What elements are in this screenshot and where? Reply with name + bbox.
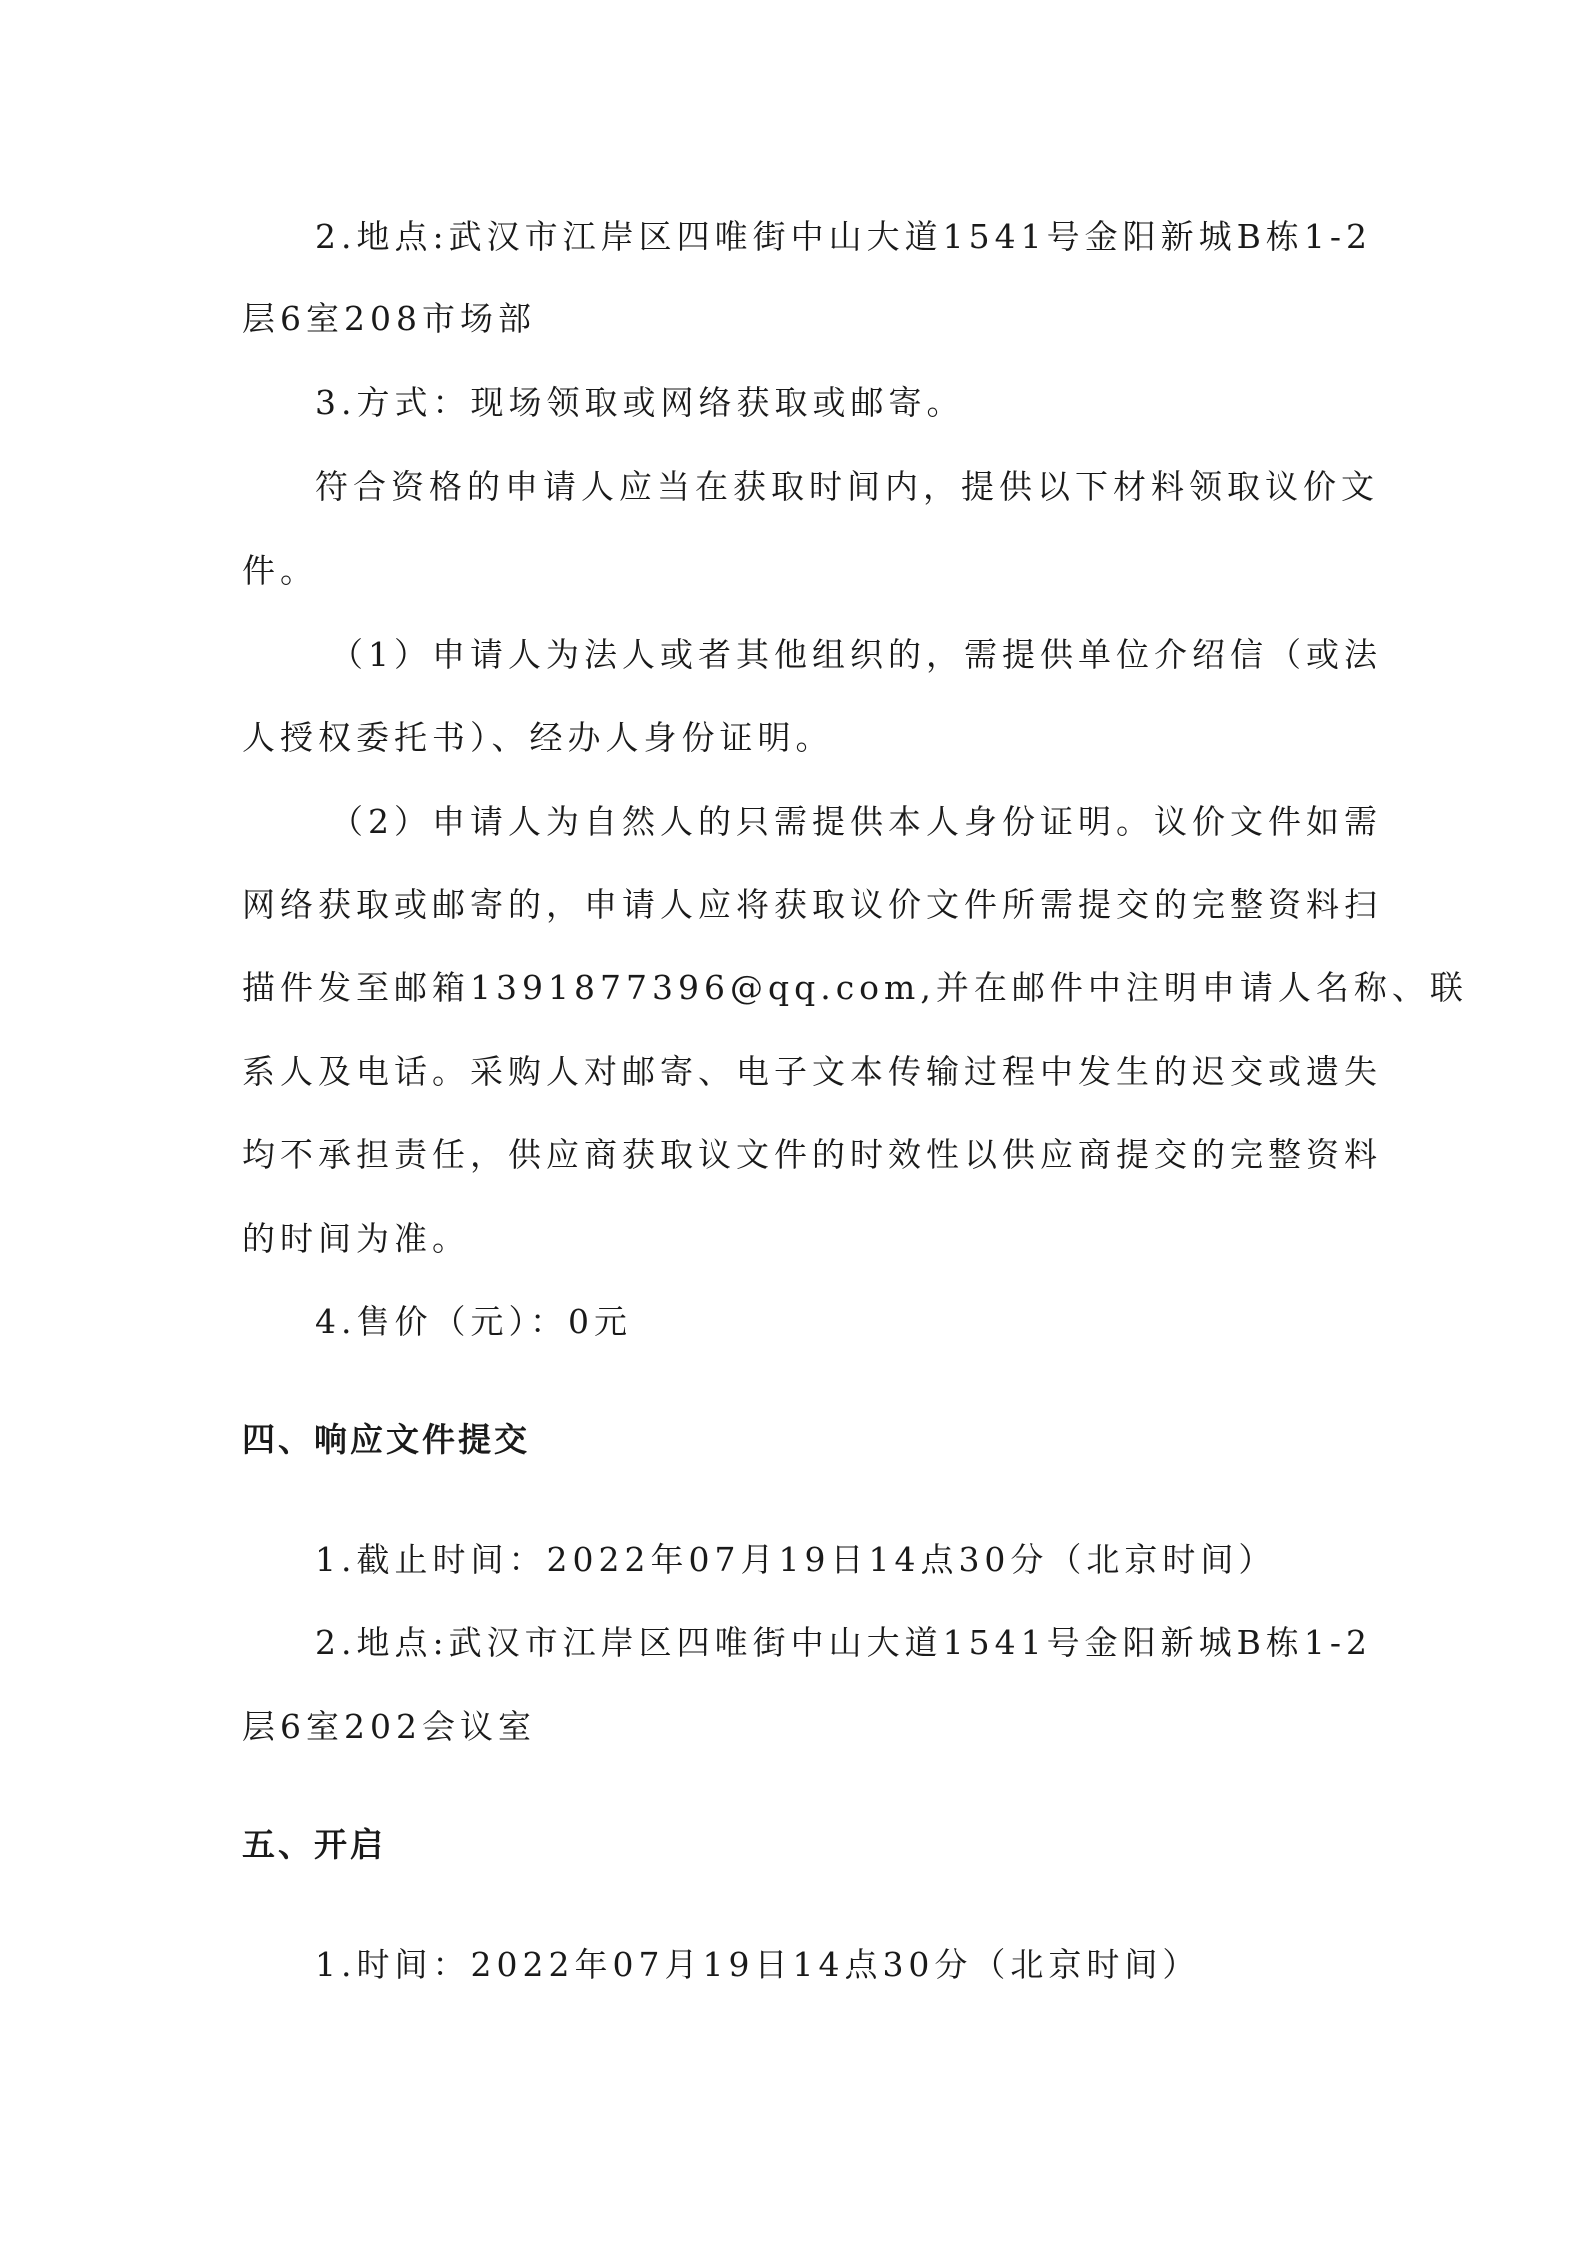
item2-line-4: 系人及电话。采购人对邮寄、电子文本传输过程中发生的迟交或遗失 xyxy=(242,1052,1382,1091)
submit-location-line-1: 2.地点:武汉市江岸区四唯街中山大道1541号金阳新城B栋1-2 xyxy=(315,1623,1372,1662)
price-line: 4.售价（元）：0元 xyxy=(315,1302,632,1341)
item1-line-1: （1）申请人为法人或者其他组织的，需提供单位介绍信（或法 xyxy=(330,635,1382,674)
section4-heading: 四、响应文件提交 xyxy=(242,1420,530,1459)
opening-time-line: 1.时间：2022年07月19日14点30分（北京时间） xyxy=(315,1945,1201,1984)
item1-line-2: 人授权委托书）、经办人身份证明。 xyxy=(242,718,834,757)
item2-line-1: （2）申请人为自然人的只需提供本人身份证明。议价文件如需 xyxy=(330,802,1382,841)
section5-heading: 五、开启 xyxy=(242,1825,386,1864)
item2-line-6: 的时间为准。 xyxy=(242,1219,470,1258)
qualified-line-2: 件。 xyxy=(242,551,318,590)
deadline-line: 1.截止时间：2022年07月19日14点30分（北京时间） xyxy=(315,1540,1277,1579)
location-line-1: 2.地点:武汉市江岸区四唯街中山大道1541号金阳新城B栋1-2 xyxy=(315,217,1372,256)
item2-line-2: 网络获取或邮寄的，申请人应将获取议价文件所需提交的完整资料扫 xyxy=(242,885,1382,924)
location-line-2: 层6室208市场部 xyxy=(242,299,536,338)
item2-line-5: 均不承担责任，供应商获取议文件的时效性以供应商提交的完整资料 xyxy=(242,1135,1382,1174)
method-line: 3.方式：现场领取或网络获取或邮寄。 xyxy=(315,383,965,422)
submit-location-line-2: 层6室202会议室 xyxy=(242,1707,536,1746)
qualified-line-1: 符合资格的申请人应当在获取时间内，提供以下材料领取议价文 xyxy=(315,467,1379,506)
item2-line-3: 描件发至邮箱1391877396@qq.com,并在邮件中注明申请人名称、联 xyxy=(242,968,1468,1007)
